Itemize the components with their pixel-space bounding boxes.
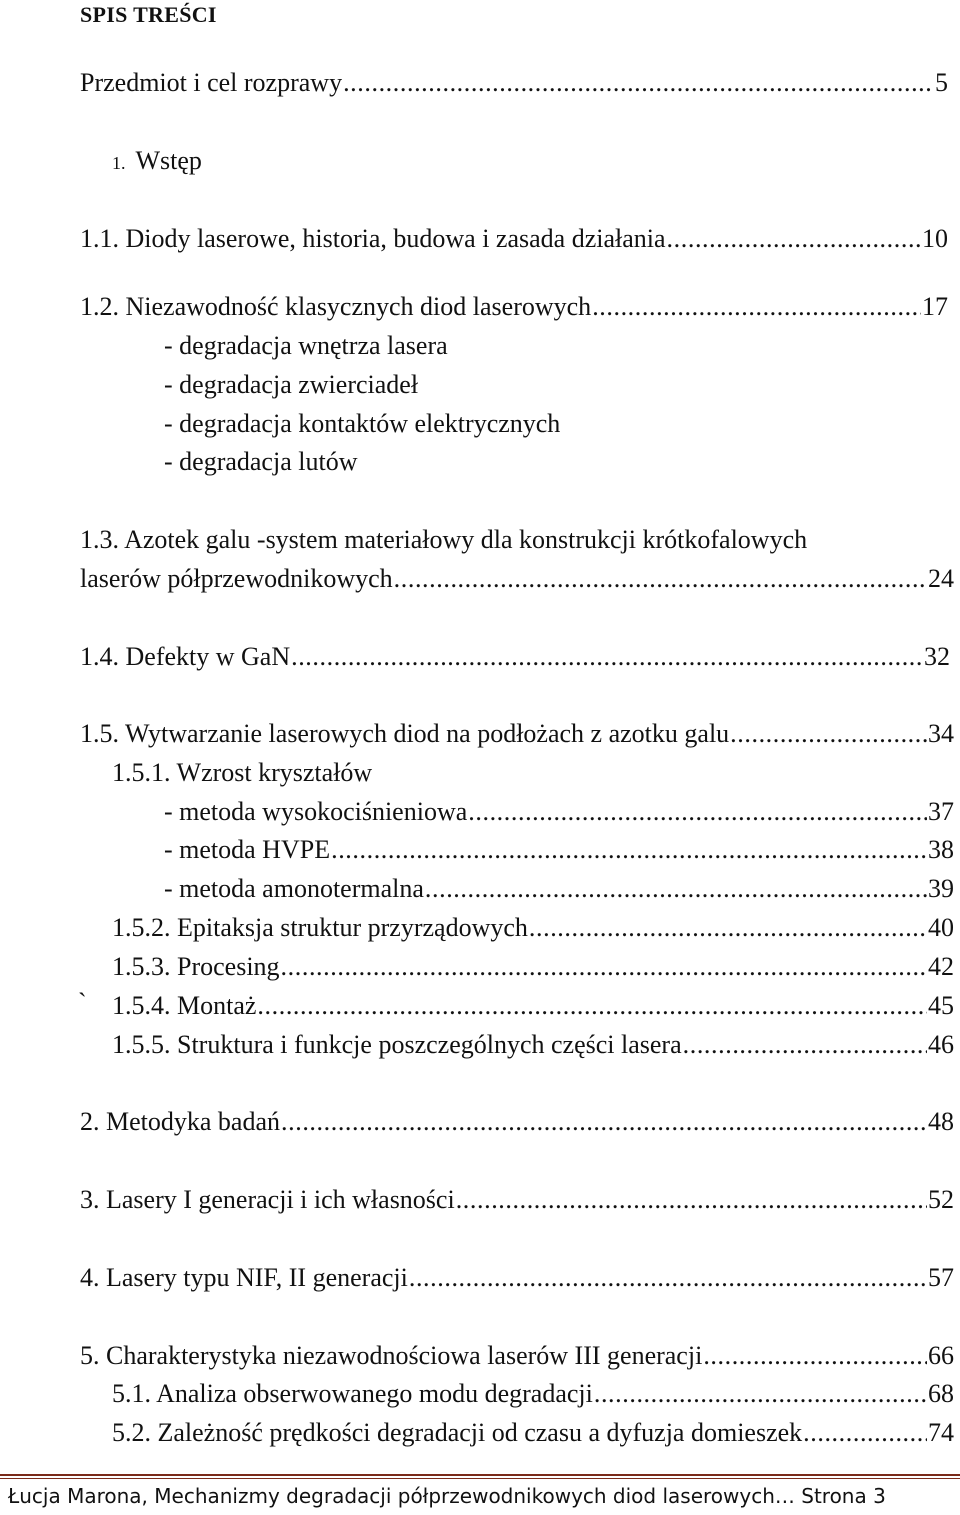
toc-entry-label: 1.4. Defekty w GaN [80,642,291,671]
dot-leader [667,223,921,255]
toc-entry-page: 68 [928,1379,954,1408]
toc-subentry [164,369,418,401]
toc-entry-label: - metoda HVPE [164,835,331,864]
toc-entry [80,1106,954,1138]
toc-entry-label: - degradacja wnętrza lasera [164,331,448,360]
toc-entry-label: - degradacja kontaktów elektrycznych [164,409,561,438]
page-footer: Łucja Marona, Mechanizmy degradacji półprzewodnikowych diod laserowych… Strona 3 [8,1484,886,1508]
dot-leader [257,990,927,1022]
toc-entry [80,1262,954,1294]
stray-mark: ` [78,988,87,1017]
toc-entry-label: - metoda wysokociśnieniowa [164,797,468,826]
toc-entry-page: 66 [928,1341,954,1370]
dot-leader [592,291,921,323]
toc-subentry [164,873,954,905]
toc-entry-page: 40 [928,913,954,942]
toc-entry-page: 57 [928,1263,954,1292]
toc-entry-label: 1.2. Niezawodność klasycznych diod laserowych [80,292,592,321]
toc-entry-page: 45 [928,991,954,1020]
toc-entry [112,145,202,179]
toc-entry-label: 5.1. Analiza obserwowanego modu degradacji [112,1379,593,1408]
dot-leader [331,834,927,866]
toc-entry-label: 1.1. Diody laserowe, historia, budowa i zasada działania [80,224,666,253]
toc-entry-label: 3. Lasery I generacji i ich własności [80,1185,455,1214]
toc-entry-label: 2. Metodyka badań [80,1107,281,1136]
toc-entry-label: 1.5.5. Struktura i funkcje poszczególnych części lasera [112,1030,682,1059]
toc-subentry [164,446,357,478]
toc-entry-label: 1.3. Azotek galu -system materiałowy dla konstrukcji krótkofalowych [80,525,808,554]
dot-leader [468,796,927,828]
toc-entry-page: 52 [928,1185,954,1214]
toc-entry-label: 4. Lasery typu NIF, II generacji [80,1263,408,1292]
toc-entry-label: Przedmiot i cel rozprawy [80,68,343,97]
toc-entry-page: 39 [928,874,954,903]
toc-entry [80,1184,954,1216]
dot-leader [281,1106,927,1138]
toc-entry-page: 38 [928,835,954,864]
toc-subentry [164,408,560,440]
toc-entry-page: 37 [928,797,954,826]
toc-entry [80,718,954,750]
toc-entry-label: - degradacja lutów [164,447,358,476]
toc-entry-label: - degradacja zwierciadeł [164,370,419,399]
dot-leader [425,873,927,905]
dot-leader [394,563,927,595]
toc-entry-label: 1.5.2. Epitaksja struktur przyrządowych [112,913,528,942]
toc-subentry [164,796,954,828]
toc-entry-page: 48 [928,1107,954,1136]
dot-leader [803,1417,927,1449]
toc-entry-label: Wstęp [135,146,202,175]
toc-entry-page: 5 [935,68,948,97]
footer-rule-thin [0,1478,960,1479]
toc-entry-label: 1.5.4. Montaż [112,991,257,1020]
toc-entry [80,641,950,673]
toc-entry-page: 34 [928,719,954,748]
dot-leader [594,1378,927,1410]
toc-subentry [112,951,954,983]
toc-entry-page: 17 [922,292,948,321]
toc-subentry [112,1029,954,1061]
dot-leader [703,1340,927,1372]
toc-subentry [112,1417,954,1449]
toc-entry-page: 42 [928,952,954,981]
dot-leader [683,1029,927,1061]
toc-entry [80,291,948,323]
toc-subentry [112,1378,954,1410]
toc-entry [80,67,948,99]
toc-entry-page: 46 [928,1030,954,1059]
toc-entry-label: 1.5.3. Procesing [112,952,280,981]
toc-entry [80,1340,954,1372]
toc-entry-number: 1. [112,153,126,173]
footer-rule [0,1474,960,1476]
toc-entry-label: laserów półprzewodnikowych [80,564,393,593]
dot-leader [409,1262,927,1294]
toc-entry-continuation [80,563,954,595]
dot-leader [730,718,927,750]
toc-entry-label: 1.5. Wytwarzanie laserowych diod na podłożach z azotku galu [80,719,730,748]
toc-entry-page: 10 [922,224,948,253]
toc-heading: SPIS TREŚCI [80,2,217,27]
dot-leader [343,67,934,99]
toc-entry [80,223,948,255]
toc-subentry [112,990,954,1022]
toc-entry-label: 5.2. Zależność prędkości degradacji od czasu a dyfuzja domieszek [112,1418,803,1447]
dot-leader [529,912,927,944]
toc-entry-label: 5. Charakterystyka niezawodnościowa laserów III generacji [80,1341,703,1370]
toc-entry-page: 32 [924,642,950,671]
dot-leader [281,951,927,983]
dot-leader [456,1184,927,1216]
dot-leader [291,641,923,673]
toc-subentry [112,912,954,944]
toc-entry-label: - metoda amonotermalna [164,874,424,903]
toc-entry-label: 1.5.1. Wzrost kryształów [112,758,373,787]
toc-entry [80,524,807,556]
toc-subentry [164,330,448,362]
toc-subentry [164,834,954,866]
toc-entry-page: 74 [928,1418,954,1447]
toc-subentry [112,757,372,789]
toc-entry-page: 24 [928,564,954,593]
